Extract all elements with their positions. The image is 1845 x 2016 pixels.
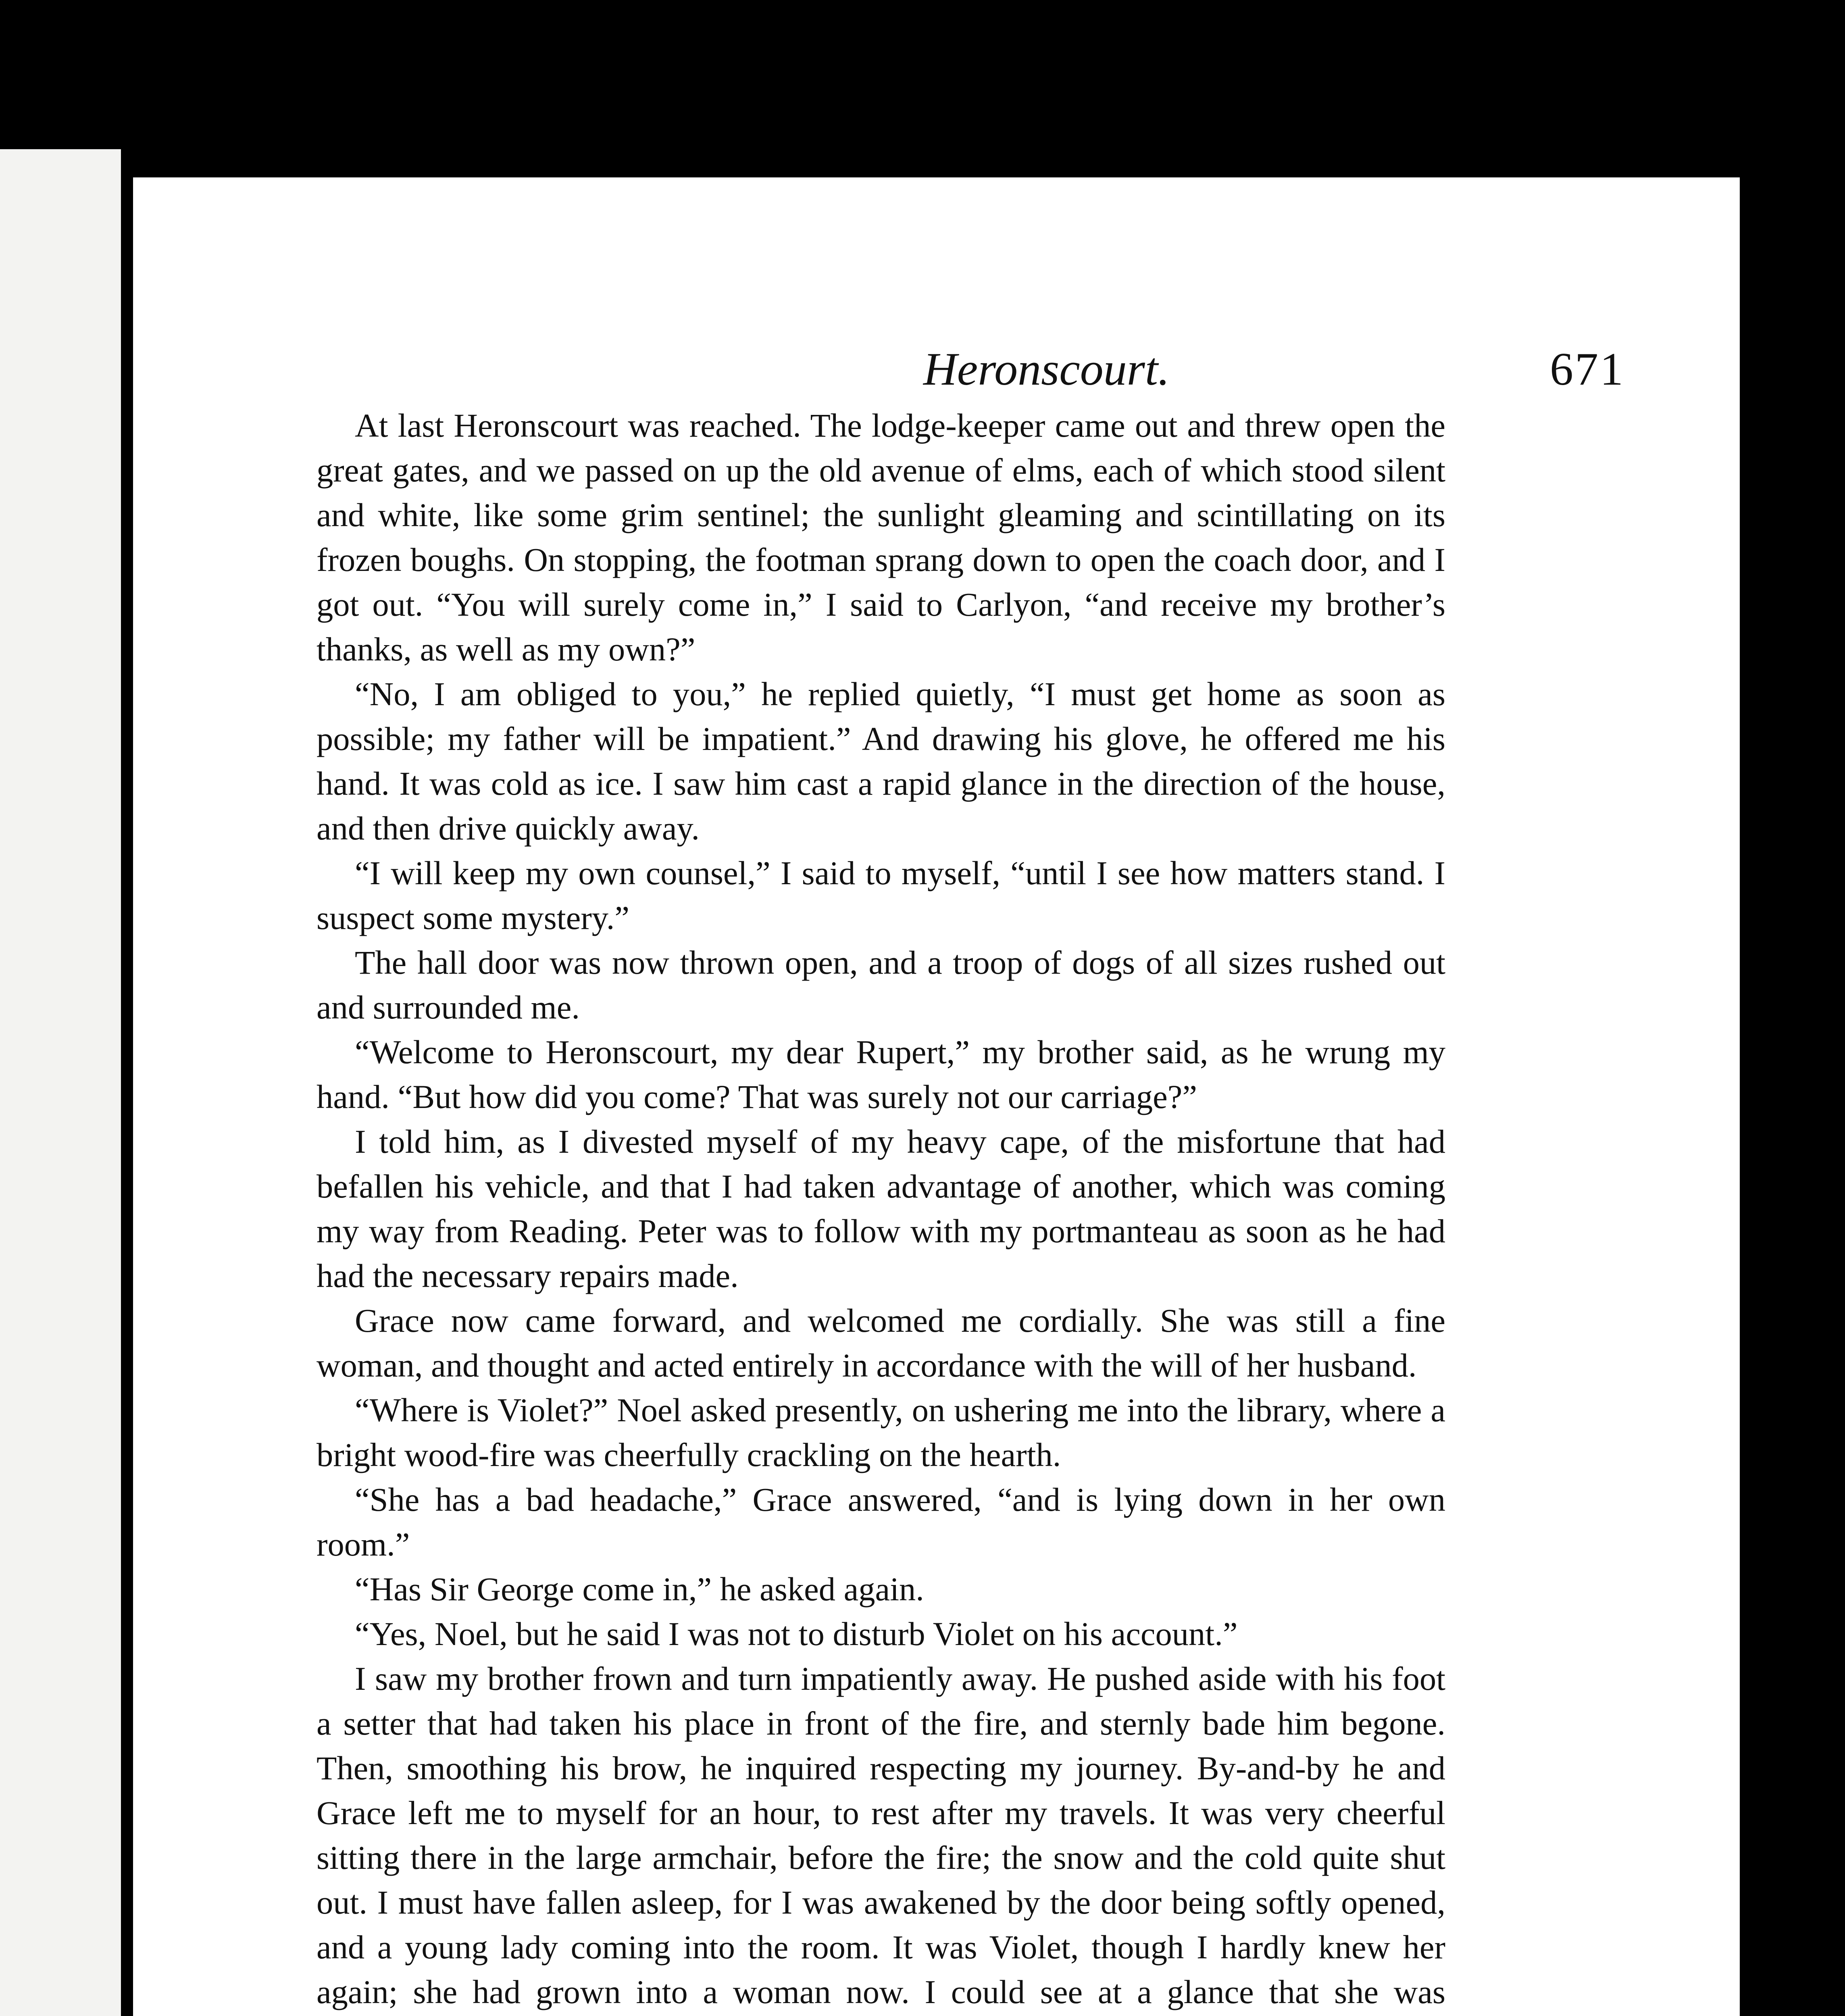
paragraph: “Has Sir George come in,” he asked again. bbox=[355, 1570, 924, 1608]
paragraph: “Where is Violet?” Noel asked presently, on ushering me into the library, where a bright wood-fire was cheerfully crackling on the hearth. bbox=[317, 1391, 1445, 1473]
paragraph: “Yes, Noel, but he said I was not to disturb Violet on his account.” bbox=[355, 1615, 1238, 1652]
page-gutter bbox=[121, 149, 133, 2016]
book-page bbox=[133, 177, 1740, 2016]
page-number: 671 bbox=[1550, 344, 1625, 395]
running-title: Heronscourt. bbox=[923, 344, 1170, 395]
paragraph: I told him, as I divested myself of my heavy cape, of the misfortune that had befallen his vehicle, and that I had taken advantage of another, which was coming my way from Reading. Peter was to follow with my portmanteau as soon as he had had the necessary repairs made. bbox=[317, 1123, 1445, 1294]
paragraph: “I will keep my own counsel,” I said to myself, “until I see how matters stand. I suspect some mystery.” bbox=[317, 854, 1445, 936]
paragraph: “No, I am obliged to you,” he replied quietly, “I must get home as soon as possible; my father will be impatient.” And drawing his glove, he offered me his hand. It was cold as ice. I saw him cast a rapid glance in the direction of the house, and then drive quickly away. bbox=[317, 675, 1445, 847]
paragraph: I saw my brother frown and turn impatiently away. He pushed aside with his foot a setter that had taken his place in front of the fire, and sternly bade him begone. Then, smoothing his brow, he inquired respecting my journey. By-and-by he and Grace left me to myself for an hour, to rest after my travels. It was very cheerful sitting there in the large armchair, before the fire; the snow and the cold quite shut out. I must have fallen asleep, for I was awakened by the door being softly opened, and a young lady coming into the room. It was Violet, though I hardly knew her again; she had grown into a woman now. I could see at a glance that she was bbox=[317, 1660, 1445, 2010]
paragraph: “Welcome to Heronscourt, my dear Rupert,” my brother said, as he wrung my hand. “But how did you come? That was surely not our carriage?” bbox=[317, 1033, 1445, 1115]
facing-page-edge bbox=[0, 149, 121, 2016]
paragraph: “She has a bad headache,” Grace answered, “and is lying down in her own room.” bbox=[317, 1481, 1445, 1563]
page-header bbox=[720, 339, 1625, 403]
body-text bbox=[317, 403, 1445, 2016]
paragraph: Grace now came forward, and welcomed me cordially. She was still a fine woman, and thought and acted entirely in accordance with the will of her husband. bbox=[317, 1302, 1445, 1384]
paragraph: The hall door was now thrown open, and a troop of dogs of all sizes rushed out and surrounded me. bbox=[317, 944, 1445, 1026]
paragraph: At last Heronscourt was reached. The lodge-keeper came out and threw open the great gates, and we passed on up the old avenue of elms, each of which stood silent and white, like some grim sentinel; the sunlight gleaming and scintillating on its frozen boughs. On stopping, the footman sprang down to open the coach door, and I got out. “You will surely come in,” I said to Carlyon, “and receive my brother’s thanks, as well as my own?” bbox=[317, 407, 1445, 668]
